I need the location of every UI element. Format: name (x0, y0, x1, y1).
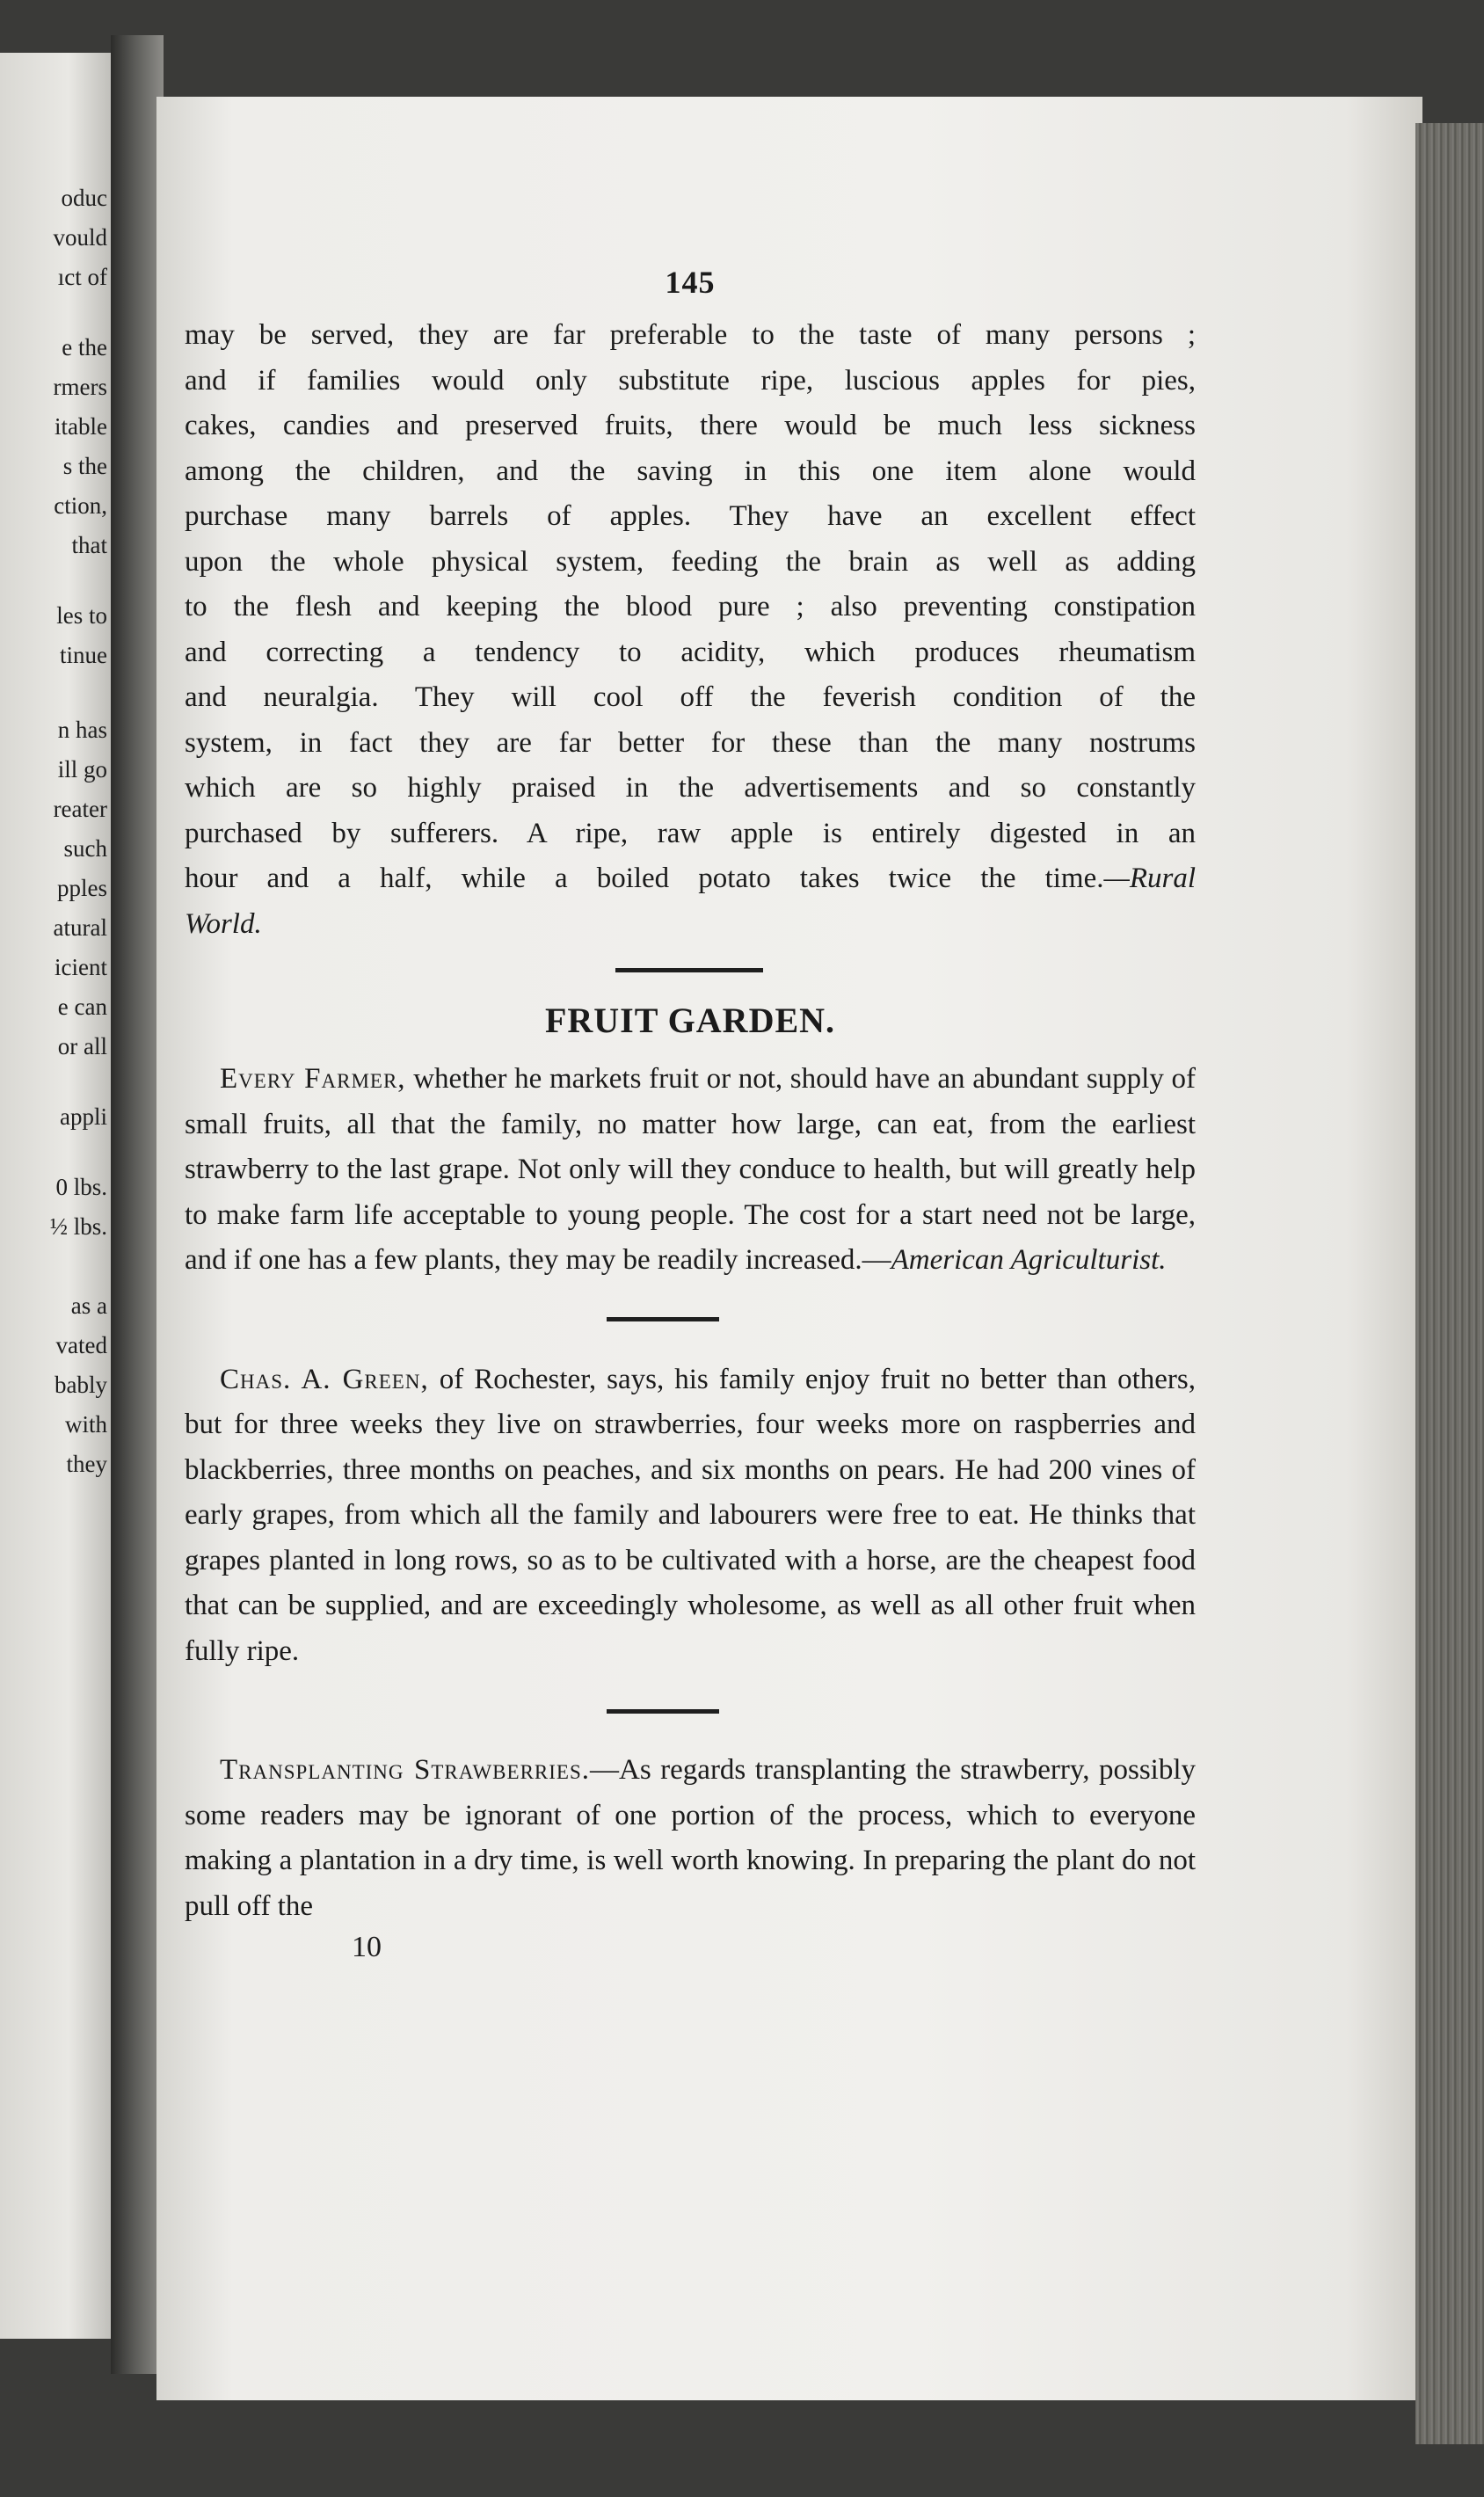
source-attribution: —Rural (1103, 863, 1196, 894)
facing-page-line: rmers (53, 374, 107, 400)
section-divider (185, 947, 1196, 996)
text-line: to the flesh and keeping the blood pure ; also preventing constipation (185, 591, 1196, 622)
paragraph-body: whether he markets fruit or not, should have an abundant supply of small fruits, all that the family, no matter how large, can eat, from the earliest strawberry to the last grape. Not only will they conduce to health, but will greatly help to make farm life acceptable to young people. The cost for a start need not be large, and if one has a few plants, they may be readily increased.— (185, 1063, 1196, 1276)
facing-page-line: les to (56, 602, 107, 629)
facing-page-line: e the (62, 334, 107, 360)
facing-page-line: tinue (60, 642, 107, 668)
facing-page-line: e can (57, 994, 107, 1020)
facing-page-line: pples (57, 875, 107, 901)
facing-page-line: itable (55, 413, 107, 440)
text-line: among the children, and the saving in this one item alone would (185, 455, 1196, 487)
facing-page-line: ½ lbs. (49, 1213, 107, 1240)
paragraph-body: —As regards transplanting the strawberry, possibly some readers may be ignorant of one portion of the process, which to everyone making a plantation in a dry time, is well worth knowing. In preparing the plant do not pull off the (185, 1754, 1196, 1922)
paragraph-body: of Rochester, says, his family enjoy fruit no better than others, but for three weeks they live on strawberries, four weeks more on raspberries and blackberries, three months on peaches, and six months on pears. He had 200 vines of early grapes, from which all the family and labourers were free to eat. He thinks that grapes planted in long rows, so as to be cultivated with a horse, are the cheapest food that can be supplied, and are exceedingly wholesome, as well as all other fruit when fully ripe. (185, 1363, 1196, 1667)
text-line: purchased by sufferers. A ripe, raw apple is entirely digested in an (185, 817, 1196, 849)
book-gutter (111, 35, 164, 2374)
section-divider (185, 1674, 1196, 1748)
facing-page-line: ction, (54, 492, 107, 519)
facing-page-line: vould (53, 224, 107, 251)
text-line: and correcting a tendency to acidity, which produces rheumatism (185, 636, 1196, 668)
facing-page-line: appli (60, 1103, 107, 1130)
text-line: and if families would only substitute ripe, luscious apples for pies, (185, 364, 1196, 397)
facing-page-line: bably (55, 1372, 107, 1398)
facing-page-line: such (63, 835, 107, 862)
facing-page-line: reater (53, 796, 107, 822)
paragraph-transplanting (185, 1748, 1196, 1929)
paragraph-fruit-garden (185, 1057, 1196, 1284)
text-line: which are so highly praised in the advertisements and so constantly (185, 772, 1196, 804)
facing-page-line: that (71, 532, 107, 558)
page-number: 145 (665, 265, 716, 300)
facing-page-line: with (64, 1411, 107, 1438)
facing-page-fragment (0, 53, 114, 2339)
paragraph-body (185, 313, 1196, 947)
facing-page-line: atural (53, 914, 107, 941)
facing-page-line: ıct of (57, 264, 107, 290)
divider-rule (607, 1709, 719, 1714)
page-text-block (185, 264, 1196, 1964)
divider-rule (607, 1317, 719, 1321)
facing-page-line: ill go (57, 756, 107, 783)
text-line: purchase many barrels of apples. They have an excellent effect (185, 500, 1196, 532)
facing-page-line: they (66, 1451, 107, 1477)
text-line: system, in fact they are far better for these than the many nostrums (185, 726, 1196, 759)
facing-page-line: 0 lbs. (55, 1174, 107, 1200)
facing-page-line: n has (57, 717, 107, 743)
text-line: and neuralgia. They will cool off the feverish condition of the (185, 681, 1196, 713)
text-line: cakes, candies and preserved fruits, there would be much less sickness (185, 410, 1196, 441)
page-edges (1415, 123, 1484, 2444)
paragraph-chas-green (185, 1358, 1196, 1675)
text-line: may be served, they are far preferable to the taste of many persons ; (185, 319, 1196, 351)
facing-page-line: or all (57, 1033, 107, 1059)
source-attribution-continued: World. (185, 907, 262, 940)
source-attribution: American Agriculturist. (891, 1244, 1167, 1276)
text-line: upon the whole physical system, feeding the brain as well as adding (185, 545, 1196, 578)
text-line: hour and a half, while a boiled potato takes twice the time.—Rural (185, 863, 1196, 894)
facing-page-line: oduc (61, 185, 107, 211)
paragraph-apples (185, 313, 1196, 947)
section-divider (185, 1284, 1196, 1358)
paragraph-lead: Chas. A. Green, (220, 1363, 429, 1395)
facing-page-line: vated (55, 1332, 107, 1358)
facing-page-line: as a (70, 1292, 107, 1319)
facing-page-line: s the (62, 453, 107, 479)
signature-mark: 10 (352, 1931, 382, 1963)
facing-page-line: icient (55, 954, 107, 980)
paragraph-lead: Every Farmer, (220, 1063, 406, 1095)
paragraph-lead: Transplanting Strawberries. (220, 1754, 591, 1786)
section-heading: FRUIT GARDEN. (544, 1001, 836, 1040)
divider-rule (615, 968, 763, 972)
